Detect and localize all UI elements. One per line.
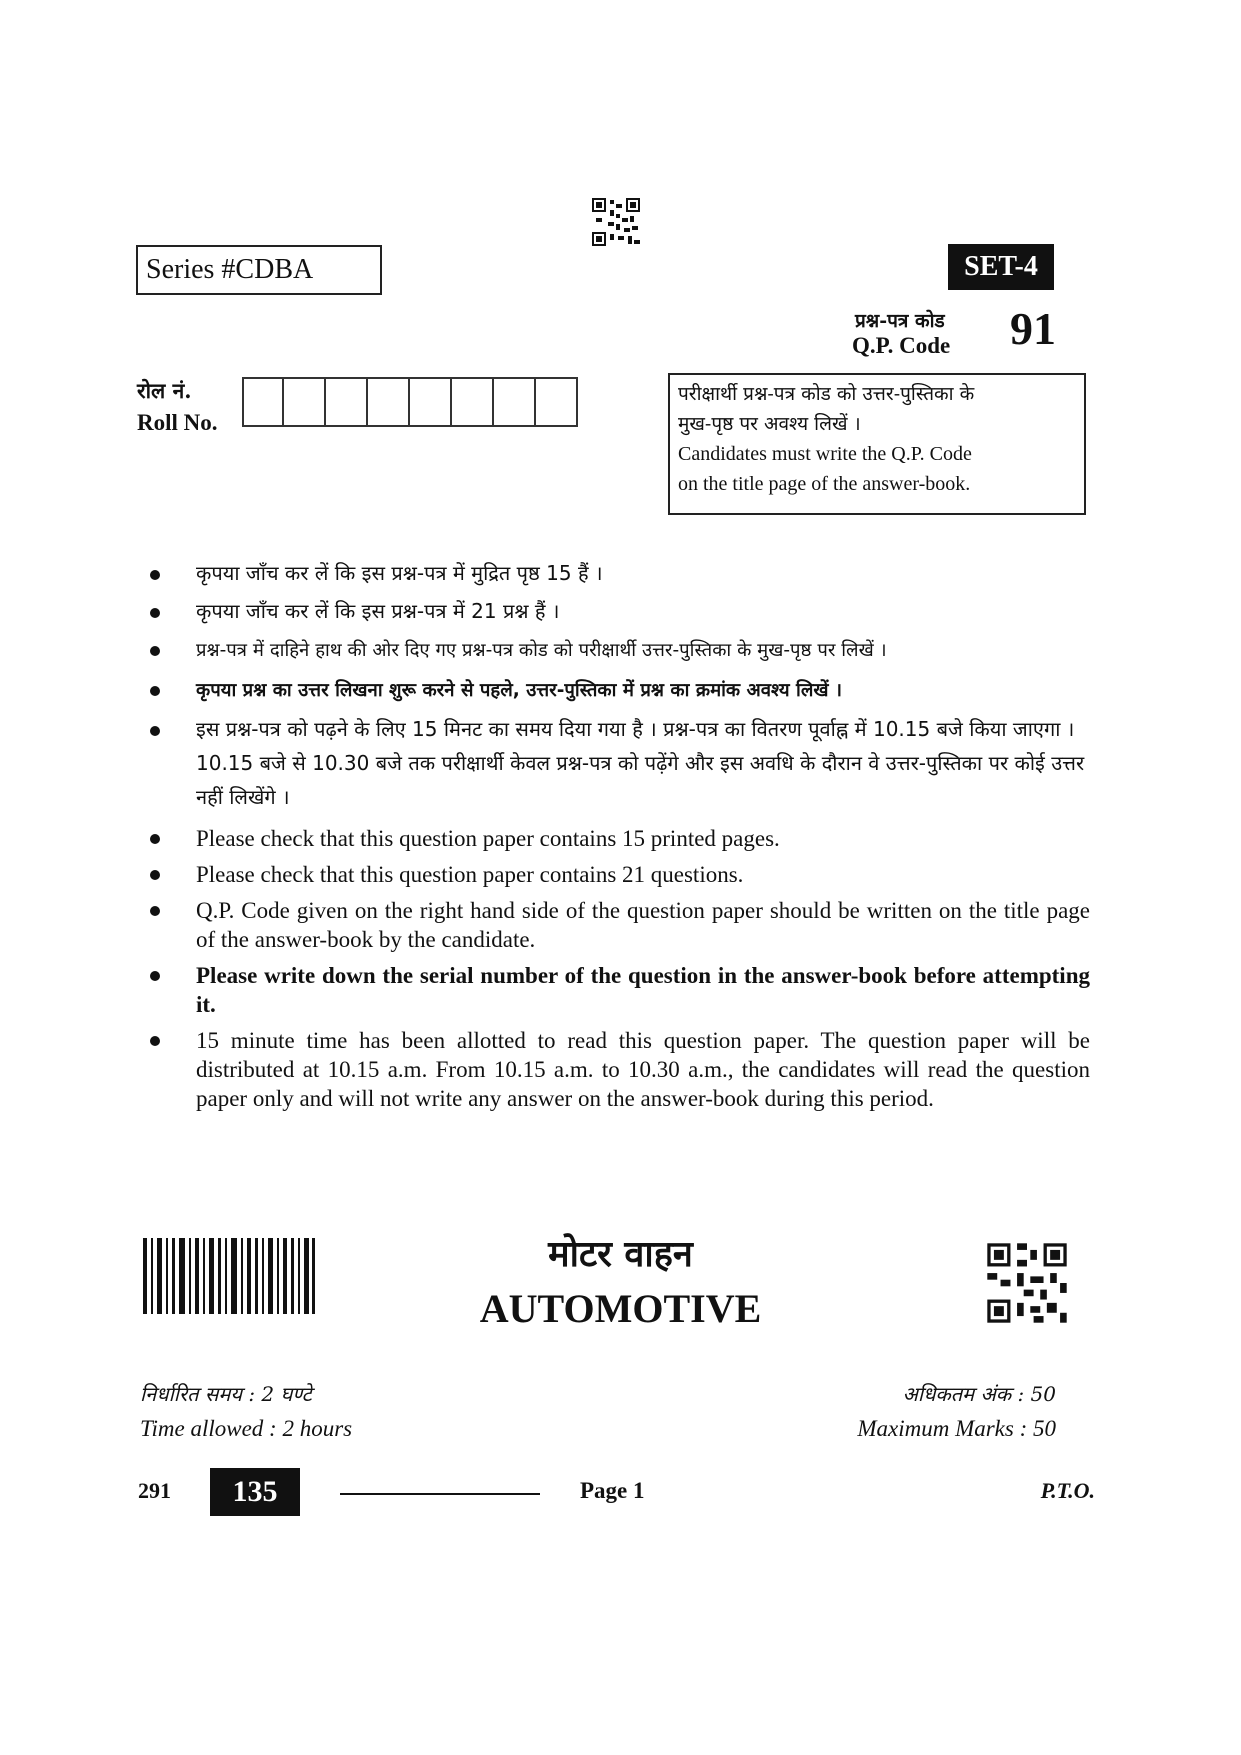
subject-title-hindi: मोटर वाहन <box>548 1234 693 1275</box>
page-number: Page 1 <box>580 1478 645 1503</box>
qp-code-number: 91 <box>1010 303 1056 354</box>
footer-divider <box>340 1493 540 1495</box>
roll-label-hindi: रोल नं. <box>137 378 192 403</box>
notice-english-line-1: Candidates must write the Q.P. Code <box>678 443 972 465</box>
roll-digit-box[interactable] <box>452 377 494 427</box>
qp-code-notice-box <box>668 373 1086 515</box>
instruction-item: 15 minute time has been allotted to read this question paper. The question paper will be distributed at 10.15 a.m. From 10.15 a.m. to 10.30 a.m., the candidates will read the question paper only and will not write any answer on the answer-book during this period. <box>150 1026 1090 1113</box>
time-allowed: Time allowed : 2 hours <box>140 1416 353 1441</box>
maximum-marks: Maximum Marks : 50 <box>857 1416 1056 1441</box>
roll-number-boxes[interactable] <box>242 377 578 429</box>
roll-label: Roll No. <box>137 410 218 435</box>
instruction-item: इस प्रश्न-पत्र को पढ़ने के लिए 15 मिनट का समय दिया गया है । प्रश्न-पत्र का वितरण पूर्वाह्न में 10.15 बजे किया जाएगा । 10.15 बजे से 10.30 बजे तक परीक्षार्थी केवल प्रश्न-पत्र को पढ़ेंगे और इस अवधि के दौरान वे उत्तर-पुस्तिका पर कोई उत्तर नहीं लिखेंगे । <box>150 712 1090 814</box>
roll-digit-box[interactable] <box>242 377 284 427</box>
instruction-item: प्रश्न-पत्र में दाहिने हाथ की ओर दिए गए प्रश्न-पत्र कोड को परीक्षार्थी उत्तर-पुस्तिका के मुख-पृष्ठ पर लिखें । <box>150 632 1090 668</box>
top-qr-code <box>590 196 642 248</box>
bullet-icon <box>150 971 160 981</box>
qp-code-label-hindi: प्रश्न-पत्र कोड <box>855 310 945 332</box>
bullet-icon <box>150 726 160 736</box>
bullet-icon <box>150 1036 160 1046</box>
roll-digit-box[interactable] <box>410 377 452 427</box>
instruction-item: Please check that this question paper contains 15 printed pages. <box>150 824 1090 853</box>
bullet-icon <box>150 834 160 844</box>
instruction-item: कृपया प्रश्न का उत्तर लिखना शुरू करने से पहले, उत्तर-पुस्तिका में प्रश्न का क्रमांक अवश्य लिखें । <box>150 672 1090 708</box>
notice-hindi-line-2: मुख-पृष्ठ पर अवश्य लिखें । <box>678 413 861 435</box>
time-allowed-hindi: निर्धारित समय : 2 घण्टे <box>140 1382 312 1406</box>
please-turn-over: P.T.O. <box>1040 1478 1095 1503</box>
set-badge: SET-4 <box>948 244 1054 290</box>
instruction-item: Please check that this question paper contains 21 questions. <box>150 860 1090 889</box>
instruction-item: कृपया जाँच कर लें कि इस प्रश्न-पत्र में 21 प्रश्न हैं । <box>150 594 1090 628</box>
roll-digit-box[interactable] <box>284 377 326 427</box>
maximum-marks-hindi: अधिकतम अंक : 50 <box>902 1382 1056 1406</box>
series-label: Series #CDBA <box>136 245 382 295</box>
boxed-code: 135 <box>210 1468 300 1516</box>
roll-digit-box[interactable] <box>326 377 368 427</box>
bullet-icon <box>150 686 160 696</box>
roll-digit-box[interactable] <box>536 377 578 427</box>
bullet-icon <box>150 570 160 580</box>
instruction-item: Q.P. Code given on the right hand side of the question paper should be written on the title page of the answer-book by the candidate. <box>150 896 1090 954</box>
instruction-item: कृपया जाँच कर लें कि इस प्रश्न-पत्र में मुद्रित पृष्ठ 15 हैं । <box>150 556 1090 590</box>
bullet-icon <box>150 608 160 618</box>
instruction-item: Please write down the serial number of the question in the answer-book before attempting it. <box>150 961 1090 1019</box>
subject-qr-code <box>984 1240 1070 1326</box>
bullet-icon <box>150 906 160 916</box>
paper-code: 291 <box>138 1478 171 1503</box>
notice-hindi-line-1: परीक्षार्थी प्रश्न-पत्र कोड को उत्तर-पुस्तिका के <box>678 383 975 405</box>
roll-digit-box[interactable] <box>368 377 410 427</box>
bullet-icon <box>150 870 160 880</box>
general-instructions <box>150 556 1090 1120</box>
bullet-icon <box>150 646 160 656</box>
notice-english-line-2: on the title page of the answer-book. <box>678 473 971 495</box>
roll-digit-box[interactable] <box>494 377 536 427</box>
qp-code-label: Q.P. Code <box>852 333 951 358</box>
subject-title: AUTOMOTIVE <box>479 1286 762 1331</box>
